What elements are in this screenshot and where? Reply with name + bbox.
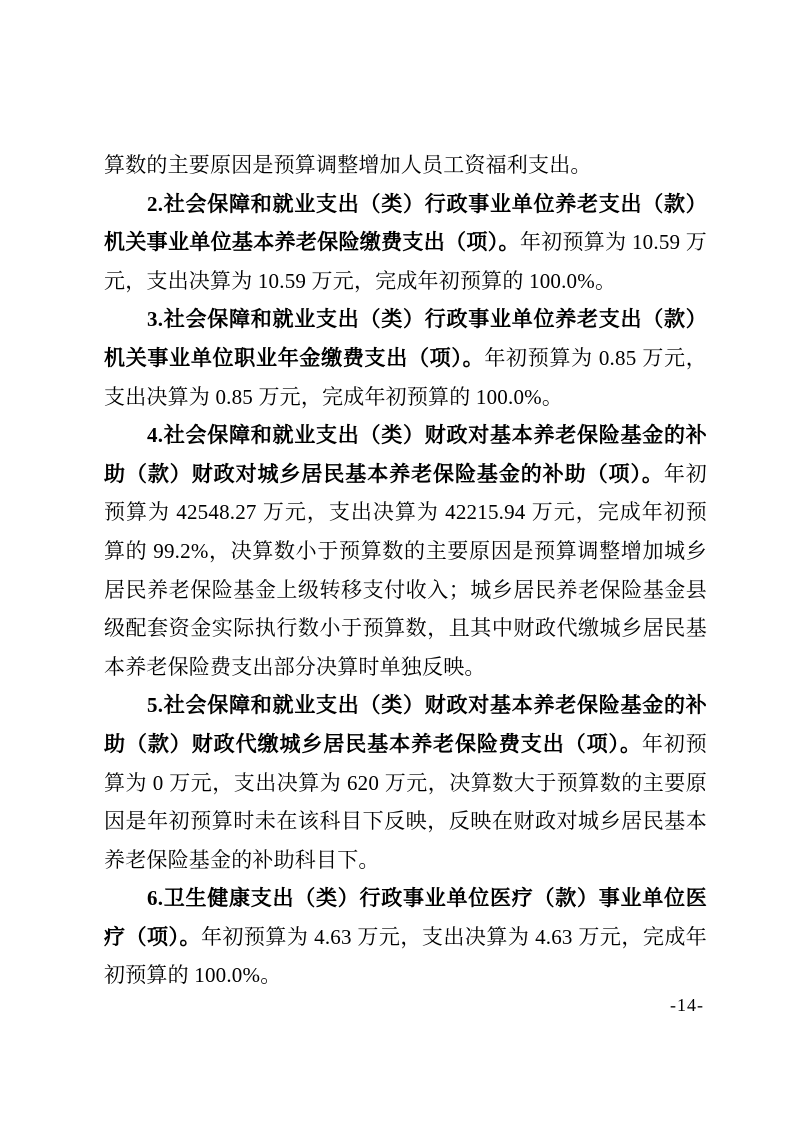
paragraph-item-3 <box>104 300 707 416</box>
section-heading: 4.社会保障和就业支出（类）财政对基本养老保险基金的补助（款）财政对城乡居民基本养老保险基金的补助（项）。 <box>104 423 707 486</box>
paragraph-item-4 <box>104 416 707 686</box>
paragraph-text: 年初预算为 4.63 万元，支出决算为 4.63 万元，完成年初预算的 100.0%。 <box>104 924 708 988</box>
paragraph-text: 算数的主要原因是预算调整增加人员工资福利支出。 <box>104 153 592 177</box>
paragraph-item-2 <box>104 185 707 301</box>
paragraph-text: 年初预算为 0.85 万元，支出决算为 0.85 万元，完成年初预算的 100.0%。 <box>104 345 707 409</box>
section-heading: 3.社会保障和就业支出（类）行政事业单位养老支出（款）机关事业单位职业年金缴费支出（项）。 <box>104 307 707 370</box>
section-heading: 6.卫生健康支出（类）行政事业单位医疗（款）事业单位医疗（项）。 <box>104 886 707 949</box>
paragraph-text: 年初预算为 0 万元，支出决算为 620 万元，决算数大于预算数的主要原因是年初预算时未在该科目下反映，反映在财政对城乡居民基本养老保险基金的补助科目下。 <box>104 731 707 872</box>
section-heading: 5.社会保障和就业支出（类）财政对基本养老保险基金的补助（款）财政代缴城乡居民基本养老保险费支出（项）。 <box>104 693 707 756</box>
paragraph-text: 年初预算为 42548.27 万元，支出决算为 42215.94 万元，完成年初预算的 99.2%，决算数小于预算数的主要原因是预算调整增加城乡居民养老保险基金上级转移支付收入；城乡居民养老保险基金县级配套资金实际执行数小于预算数，且其中财政代缴城乡居民基本养老保险费支出部分决算时单独反映。 <box>104 461 707 679</box>
paragraph-item-6 <box>104 879 707 995</box>
paragraph-item-5 <box>104 686 707 879</box>
document-body <box>104 146 707 995</box>
paragraph-continuation <box>104 146 707 185</box>
page-number: -14- <box>670 995 704 1015</box>
section-heading: 2.社会保障和就业支出（类）行政事业单位养老支出（款）机关事业单位基本养老保险缴费支出（项）。 <box>104 191 707 255</box>
paragraph-text: 年初预算为 10.59 万元，支出决算为 10.59 万元，完成年初预算的 100.0%。 <box>104 230 707 293</box>
